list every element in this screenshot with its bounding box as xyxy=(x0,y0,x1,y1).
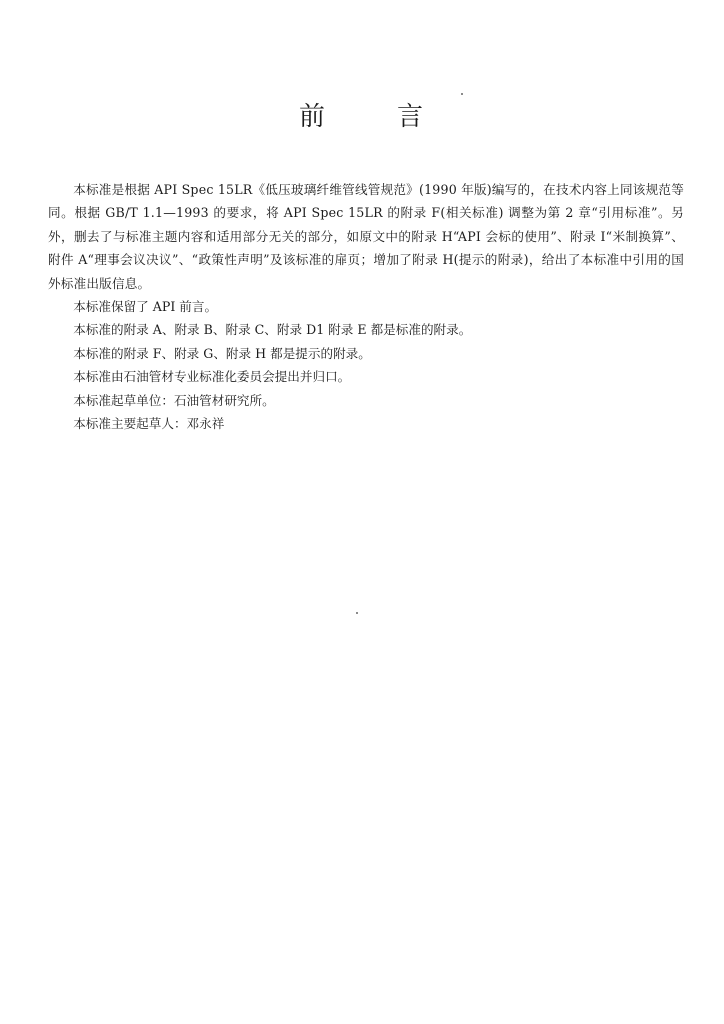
scan-speck xyxy=(461,93,463,95)
foreword-line-drafter: 本标准主要起草人：邓永祥 xyxy=(73,416,225,432)
scan-speck xyxy=(356,612,358,614)
foreword-line-api-preface: 本标准保留了 API 前言。 xyxy=(73,299,218,315)
foreword-line-drafting-unit: 本标准起草单位：石油管材研究所。 xyxy=(73,392,275,408)
foreword-paragraph-main: 本标准是根据 API Spec 15LR《低压玻璃纤维管线管规范》(1990 年版)编写的，在技术内容上同该规范等同。根据 GB/T 1.1—1993 的要求，将 API Spec 15LR 的附录 F(相关标准) 调整为第 2 章“引用标准”。另外，删去了与标准主题内容和适用部分无关的部分，如原文中的附录 H“API 会标的使用”、附录 I“米制换算”、附件 A“理事会议决议”、“政策性声明”及该标准的扉页；增加了附录 H(提示的附录)，给出了本标准中引用的国外标准出版信息。 xyxy=(48,182,684,291)
foreword-line-informative-annexes: 本标准的附录 F、附录 G、附录 H 都是提示的附录。 xyxy=(73,345,371,361)
page-title xyxy=(0,96,724,133)
title-char-1: 前 xyxy=(298,102,327,132)
foreword-body xyxy=(48,178,684,435)
title-char-2: 言 xyxy=(397,102,426,132)
foreword-line-proposer: 本标准由石油管材专业标准化委员会提出并归口。 xyxy=(73,369,351,385)
foreword-line-normative-annexes: 本标准的附录 A、附录 B、附录 C、附录 D1 附录 E 都是标准的附录。 xyxy=(73,322,472,338)
